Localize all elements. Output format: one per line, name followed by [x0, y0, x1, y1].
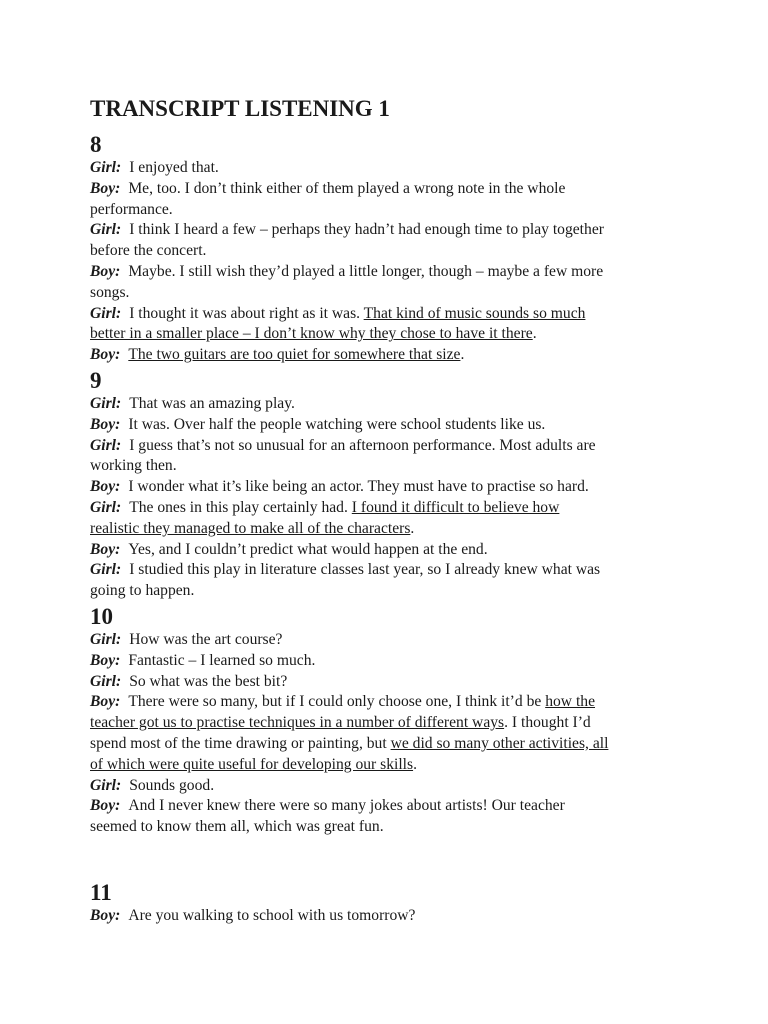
transcript-line: [90, 179, 690, 200]
transcript-line: [90, 324, 690, 345]
speaker-label: Boy:: [90, 179, 121, 197]
transcript-line: [90, 692, 690, 713]
underlined-answer-text: The two guitars are too quiet for somewhere that size: [128, 346, 461, 364]
speaker-label: Boy:: [90, 346, 121, 364]
transcript-line: [90, 672, 690, 693]
transcript-line: [90, 415, 690, 436]
transcript-line: [90, 581, 690, 602]
speaker-label: Boy:: [90, 415, 121, 433]
dialogue-text: The ones in this play certainly had.: [129, 498, 352, 516]
dialogue-text: So what was the best bit?: [129, 672, 288, 690]
dialogue-text: .: [532, 325, 537, 343]
dialogue-text: There were so many, but if I could only choose one, I think it’d be: [128, 693, 546, 711]
underlined-answer-text: teacher got us to practise techniques in a number of different ways: [90, 714, 505, 732]
transcript-line: [90, 796, 690, 817]
dialogue-text: It was. Over half the people watching were school students like us.: [128, 415, 546, 433]
dialogue-text: Sounds good.: [129, 776, 215, 794]
speaker-label: Boy:: [90, 651, 121, 669]
speaker-label: Girl:: [90, 304, 122, 322]
transcript-line: [90, 651, 690, 672]
underlined-answer-text: better in a smaller place – I don’t know why they chose to have it there: [90, 325, 533, 343]
transcript-line: [90, 498, 690, 519]
transcript-line: [90, 776, 690, 797]
transcript-line: [90, 734, 690, 755]
dialogue-text: working then.: [90, 457, 177, 475]
transcript-line: [90, 630, 690, 651]
transcript-line: [90, 304, 690, 325]
speaker-label: Girl:: [90, 498, 122, 516]
transcript-line: [90, 394, 690, 415]
dialogue-text: .: [413, 755, 417, 773]
section-number: 11: [90, 879, 112, 905]
speaker-label: Girl:: [90, 221, 122, 239]
dialogue-text: How was the art course?: [129, 630, 283, 648]
underlined-answer-text: how the: [545, 693, 595, 711]
dialogue-text: Me, too. I don’t think either of them played a wrong note in the whole: [128, 179, 566, 197]
dialogue-text: .: [410, 519, 415, 537]
dialogue-text: before the concert.: [90, 242, 207, 260]
speaker-label: Boy:: [90, 906, 121, 924]
underlined-answer-text: realistic they managed to make all of the characters: [90, 519, 411, 537]
dialogue-text: spend most of the time drawing or painting, but: [90, 734, 391, 752]
dialogue-text: I think I heard a few – perhaps they hadn’t had enough time to play together: [129, 221, 604, 239]
speaker-label: Girl:: [90, 394, 122, 412]
dialogue-text: going to happen.: [90, 582, 195, 600]
transcript-line: [90, 477, 690, 498]
section-number: 8: [90, 132, 102, 157]
speaker-label: Boy:: [90, 797, 121, 815]
transcript-line: [90, 519, 690, 540]
transcript-line: [90, 456, 690, 477]
dialogue-text: I guess that’s not so unusual for an afternoon performance. Most adults are: [129, 436, 596, 454]
transcript-line: [90, 540, 690, 561]
dialogue-text: seemed to know them all, which was great fun.: [90, 818, 384, 836]
dialogue-text: Fantastic – I learned so much.: [128, 651, 316, 669]
underlined-answer-text: we did so many other activities, all: [390, 734, 609, 752]
transcript-line: [90, 817, 690, 838]
transcript-line: [90, 241, 690, 262]
speaker-label: Girl:: [90, 672, 122, 690]
dialogue-text: .: [460, 346, 465, 364]
transcript-line: [90, 283, 690, 304]
dialogue-text: . I thought I’d: [504, 714, 591, 732]
section-number: 9: [90, 367, 102, 393]
underlined-answer-text: I found it difficult to believe how: [351, 498, 560, 516]
speaker-label: Boy:: [90, 693, 121, 711]
speaker-label: Boy:: [90, 540, 121, 558]
dialogue-text: I wonder what it’s like being an actor. They must have to practise so hard.: [128, 478, 589, 496]
transcript-line: [90, 755, 690, 776]
dialogue-text: That was an amazing play.: [129, 394, 295, 412]
underlined-answer-text: That kind of music sounds so much: [363, 304, 586, 322]
dialogue-text: Are you walking to school with us tomorrow?: [128, 906, 416, 924]
document-title: TRANSCRIPT LISTENING 1: [90, 96, 390, 121]
dialogue-text: I studied this play in literature classes last year, so I already knew what was: [129, 561, 601, 579]
transcript-line: [90, 158, 690, 179]
transcript-line: [90, 200, 690, 221]
speaker-label: Girl:: [90, 436, 122, 454]
dialogue-text: And I never knew there were so many jokes about artists! Our teacher: [128, 797, 565, 815]
transcript-line: [90, 713, 690, 734]
dialogue-text: Maybe. I still wish they’d played a little longer, though – maybe a few more: [128, 262, 604, 280]
section-number: 10: [90, 603, 113, 629]
transcript-line: [90, 436, 690, 457]
transcript-line: [90, 345, 690, 366]
speaker-label: Boy:: [90, 478, 121, 496]
transcript-line: [90, 906, 690, 927]
dialogue-text: Yes, and I couldn’t predict what would happen at the end.: [128, 540, 488, 558]
dialogue-text: I enjoyed that.: [129, 159, 219, 176]
speaker-label: Boy:: [90, 262, 121, 280]
transcript-line: [90, 220, 690, 241]
speaker-label: Girl:: [90, 776, 122, 794]
dialogue-text: performance.: [90, 200, 173, 218]
transcript-body: [90, 96, 690, 927]
speaker-label: Girl:: [90, 561, 122, 579]
transcript-line: [90, 262, 690, 283]
dialogue-text: songs.: [90, 283, 130, 301]
speaker-label: Girl:: [90, 630, 122, 648]
dialogue-text: I thought it was about right as it was.: [129, 304, 364, 322]
underlined-answer-text: of which were quite useful for developing our skills: [90, 755, 414, 773]
transcript-line: [90, 560, 690, 581]
speaker-label: Girl:: [90, 159, 122, 176]
